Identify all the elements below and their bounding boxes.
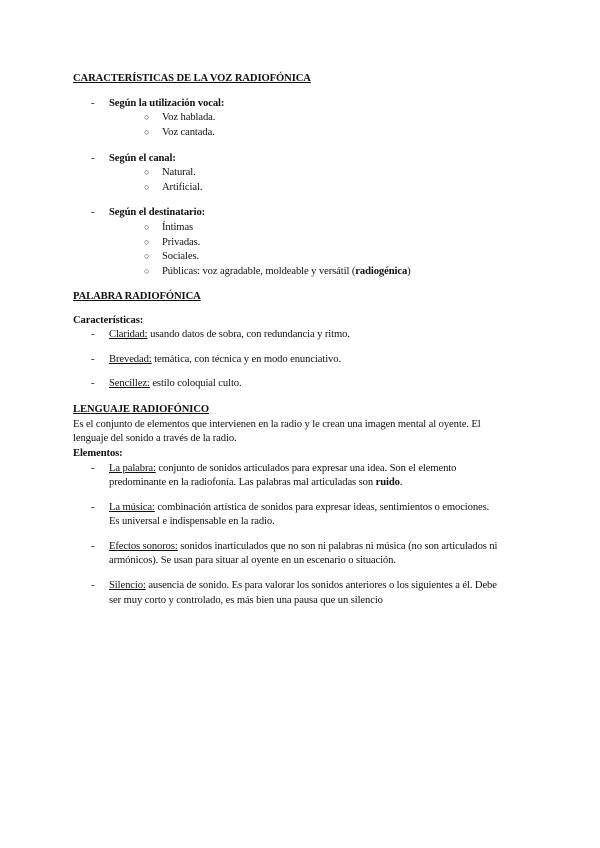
term: La música: (109, 502, 155, 513)
dash-bullet: - (91, 378, 95, 389)
list-item-continuation (109, 476, 402, 489)
circle-bullet: ○ (144, 251, 150, 261)
list-item-musica (109, 501, 489, 514)
list-item: Artificial. (162, 182, 203, 193)
term: Efectos sonoros: (109, 541, 178, 552)
circle-bullet: ○ (144, 127, 150, 137)
list-item-continuation: armónicos). Se usan para situar al oyente en un escenario o situación. (109, 555, 396, 566)
subheading-elementos: Elementos: (73, 448, 123, 459)
dash-bullet: - (91, 541, 95, 552)
dash-bullet: - (91, 580, 95, 591)
list-item-brevedad (109, 353, 341, 366)
group-label-canal: Según el canal: (109, 153, 176, 164)
circle-bullet: ○ (144, 112, 150, 122)
list-item-continuation: Es universal e indispensable en la radio. (109, 516, 275, 527)
list-item-efectos (109, 540, 497, 553)
subheading-caracteristicas: Características: (73, 315, 144, 326)
list-item: Voz hablada. (162, 112, 216, 123)
term-description: usando datos de sobra, con redundancia y ritmo. (147, 329, 350, 340)
term: La palabra: (109, 463, 156, 474)
circle-bullet: ○ (144, 237, 150, 247)
term: Brevedad: (109, 354, 152, 365)
circle-bullet: ○ (144, 222, 150, 232)
list-item-sencillez (109, 377, 242, 390)
group-label-destinatario: Según el destinatario: (109, 207, 206, 218)
list-item-text: Públicas: voz agradable, moldeable y versátil ( (162, 266, 356, 277)
dash-bullet: - (91, 329, 95, 340)
list-item-palabra (109, 462, 456, 475)
intro-line: lenguaje del sonido a través de la radio. (73, 433, 237, 444)
circle-bullet: ○ (144, 167, 150, 177)
heading-palabra-radiofonica: PALABRA RADIOFÓNICA (73, 291, 201, 302)
dash-bullet: - (91, 153, 95, 164)
term-description: combinación artística de sonidos para expresar ideas, sentimientos o emociones. (154, 502, 490, 513)
term-description: predominante en la radiofonía. Las palabras mal articuladas son (109, 477, 376, 488)
circle-bullet: ○ (144, 182, 150, 192)
term-description: sonidos inarticulados que no son ni palabras ni música (no son articulados ni (177, 541, 498, 552)
term-end: . (399, 477, 403, 488)
dash-bullet: - (91, 98, 95, 109)
list-item-silencio (109, 579, 497, 592)
bold-term: ruido (375, 477, 400, 488)
list-item: Natural. (162, 167, 196, 178)
list-item-end: ) (407, 266, 411, 277)
heading-caracteristicas-voz: CARACTERÍSTICAS DE LA VOZ RADIOFÓNICA (73, 73, 311, 84)
term-description: ausencia de sonido. Es para valorar los sonidos anteriores o los siguientes a él. Debe (145, 580, 497, 591)
term-description: estilo coloquial culto. (149, 378, 242, 389)
list-item: Sociales. (162, 251, 200, 262)
term: Silencio: (109, 580, 146, 591)
bold-term: radiogénica (355, 266, 408, 277)
circle-bullet: ○ (144, 266, 150, 276)
dash-bullet: - (91, 502, 95, 513)
heading-lenguaje-radiofonico: LENGUAJE RADIOFÓNICO (73, 404, 210, 415)
list-item-publicas (162, 265, 411, 278)
list-item-continuation: ser muy corto y controlado, es más bien una pausa que un silencio (109, 595, 383, 606)
term: Sencillez: (109, 378, 150, 389)
term-description: temática, con técnica y en modo enunciativo. (151, 354, 341, 365)
dash-bullet: - (91, 207, 95, 218)
term: Claridad: (109, 329, 148, 340)
list-item: Íntimas (162, 222, 194, 233)
dash-bullet: - (91, 463, 95, 474)
intro-line: Es el conjunto de elementos que intervienen en la radio y le crean una imagen mental al oyente. El (73, 419, 481, 430)
list-item: Privadas. (162, 237, 201, 248)
dash-bullet: - (91, 354, 95, 365)
list-item: Voz cantada. (162, 127, 215, 138)
term-description: conjunto de sonidos articulados para expresar una idea. Son el elemento (155, 463, 457, 474)
group-label-utilizacion: Según la utilización vocal: (109, 98, 225, 109)
list-item-claridad (109, 328, 350, 341)
